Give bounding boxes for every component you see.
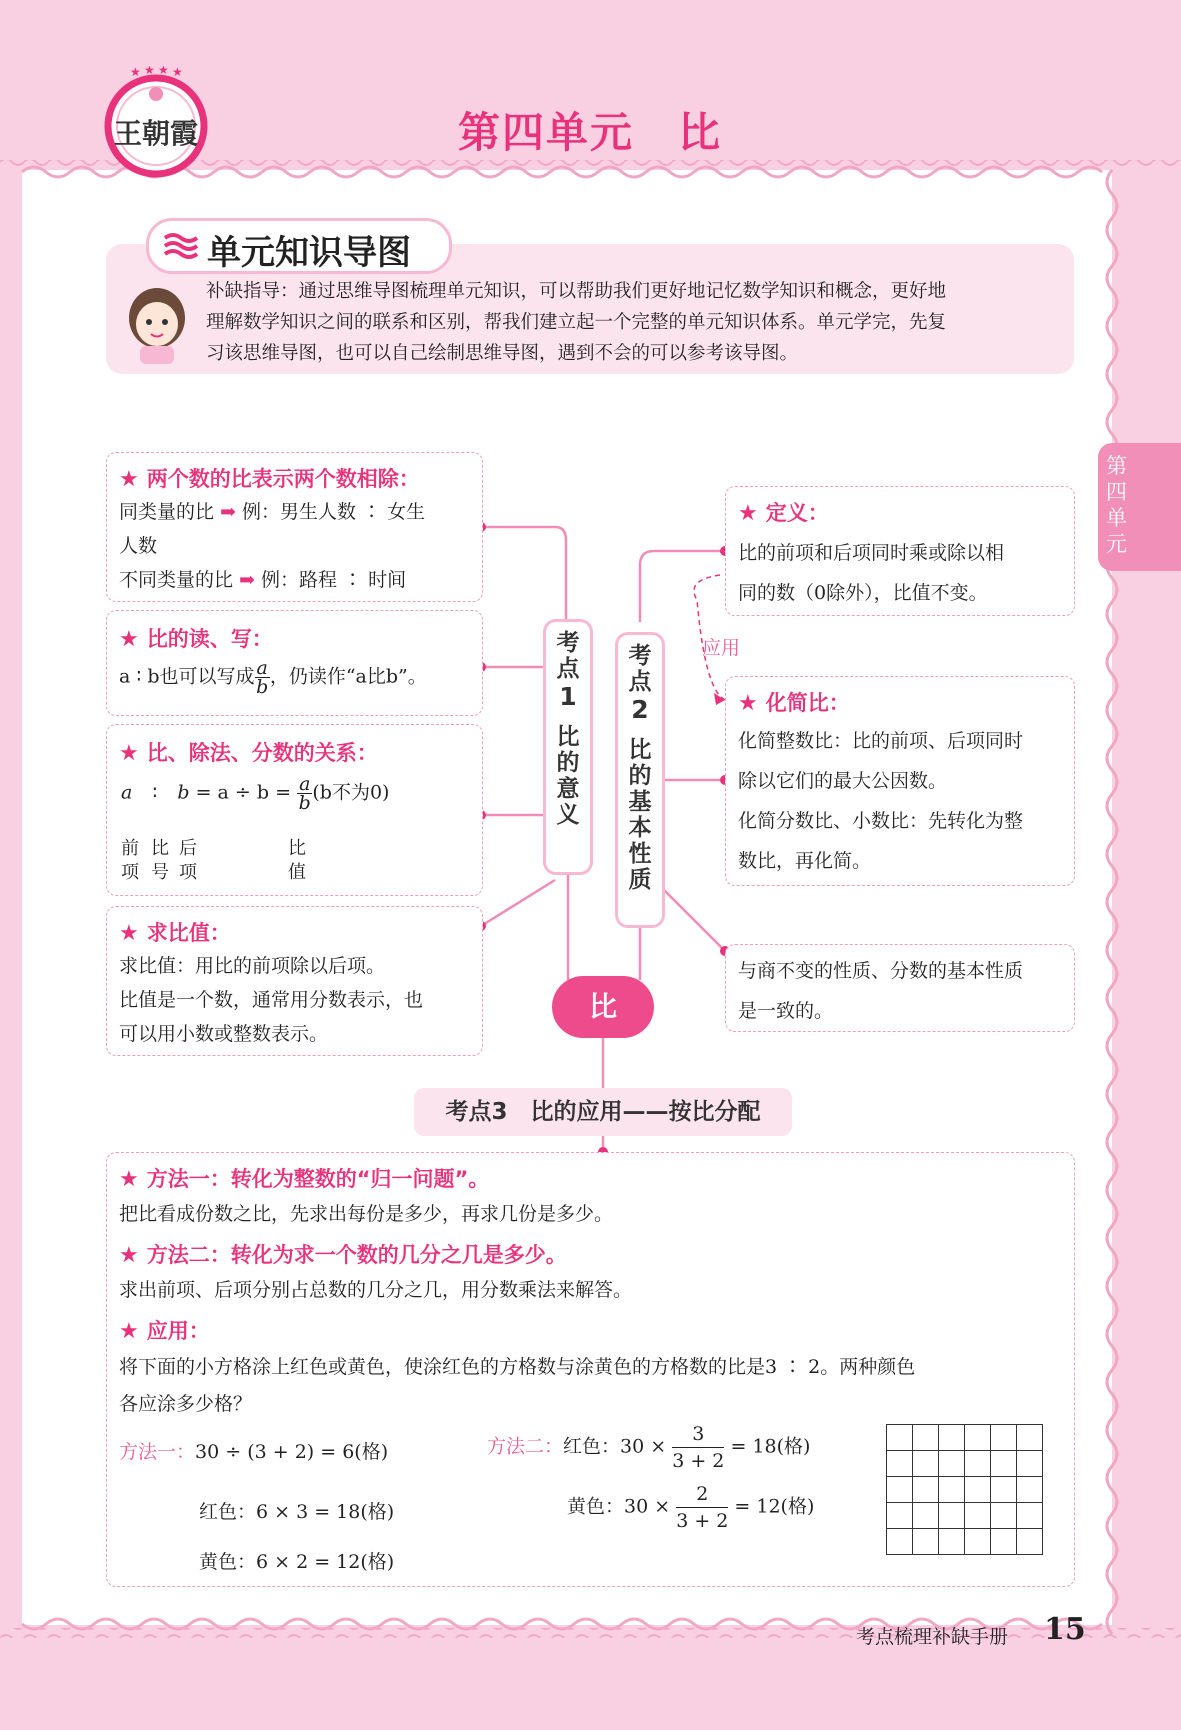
grid-cell[interactable] bbox=[939, 1529, 965, 1555]
grid-cell[interactable] bbox=[1017, 1503, 1043, 1529]
box-ratio-divide bbox=[106, 452, 483, 602]
box-relation bbox=[106, 724, 483, 896]
grid-cell[interactable] bbox=[991, 1451, 1017, 1477]
grid-cell[interactable] bbox=[1017, 1425, 1043, 1451]
numerator: 3 bbox=[672, 1421, 724, 1448]
method2-title: 方法二：转化为求一个数的几分之几是多少。 bbox=[146, 1243, 567, 1267]
topic3-label: 考点3 比的应用——按比分配 bbox=[414, 1088, 792, 1136]
star-icon: ★ bbox=[738, 501, 758, 526]
box-text: 例：男生人数 ∶ 女生 bbox=[242, 501, 426, 523]
text-segment: ∶ bbox=[152, 781, 158, 804]
label-char: 后 bbox=[179, 838, 197, 859]
problem-text: 各应涂多少格？ bbox=[119, 1393, 253, 1415]
box-consistent bbox=[725, 944, 1075, 1032]
box-text: 同类量的比 bbox=[119, 501, 215, 523]
grid-cell[interactable] bbox=[913, 1451, 939, 1477]
arrow-right-icon: ➡ bbox=[239, 569, 255, 591]
text-segment: = a ÷ b = bbox=[195, 781, 292, 804]
grid-cell[interactable] bbox=[887, 1477, 913, 1503]
box-simplify bbox=[725, 676, 1075, 886]
fraction bbox=[676, 1481, 728, 1534]
box-title: 化简比： bbox=[765, 691, 850, 715]
grid-cell[interactable] bbox=[965, 1425, 991, 1451]
star-icon: ★ bbox=[119, 627, 139, 652]
text-segment: b bbox=[177, 781, 190, 804]
denominator: 3 + 2 bbox=[676, 1510, 729, 1532]
denominator: b bbox=[256, 676, 269, 698]
solution-text: = 12(格) bbox=[734, 1495, 815, 1518]
star-icon: ★ bbox=[119, 741, 139, 766]
box-text: 除以它们的最大公因数。 bbox=[738, 770, 948, 792]
star-icon: ★ bbox=[119, 1167, 139, 1192]
solution-label: 方法二： bbox=[487, 1435, 564, 1458]
box-text: 例：路程 ∶ 时间 bbox=[261, 569, 407, 591]
box-read-write bbox=[106, 610, 483, 716]
denominator: b bbox=[298, 792, 311, 814]
solution-text: 黄色：30 × bbox=[567, 1495, 671, 1518]
topic-kd: 考点 bbox=[556, 630, 580, 682]
relation-formula bbox=[121, 775, 389, 812]
box-definition bbox=[725, 486, 1075, 616]
grid-cell[interactable] bbox=[887, 1529, 913, 1555]
star-icon: ★ bbox=[119, 1243, 139, 1268]
topic-num: 2 bbox=[631, 695, 649, 724]
star-icon: ★ bbox=[119, 1319, 139, 1344]
grid-cell[interactable] bbox=[991, 1477, 1017, 1503]
solution1-line: 黄色：6 × 2 = 12(格) bbox=[199, 1551, 395, 1573]
box-text: 与商不变的性质、分数的基本性质 bbox=[738, 960, 1024, 982]
box-title: 两个数的比表示两个数相除： bbox=[146, 467, 420, 491]
svg-text:★: ★ bbox=[144, 66, 155, 77]
text-segment: (b不为0) bbox=[312, 781, 390, 804]
star-icon: ★ bbox=[119, 921, 139, 946]
guide-label: 补缺指导： bbox=[206, 281, 299, 302]
star-icon: ★ bbox=[738, 691, 758, 716]
numerator: 2 bbox=[676, 1481, 728, 1508]
box-text: 是一致的。 bbox=[738, 1000, 834, 1022]
numerator: a bbox=[299, 773, 311, 795]
box-text: 求比值：用比的前项除以后项。 bbox=[119, 955, 386, 977]
denominator: 3 + 2 bbox=[672, 1450, 725, 1472]
grid-cell[interactable] bbox=[965, 1529, 991, 1555]
solution1-line: 红色：6 × 3 = 18(格) bbox=[199, 1501, 395, 1523]
numerator: a bbox=[256, 657, 268, 679]
page-number: 15 bbox=[1044, 1612, 1086, 1647]
label-char: 项 bbox=[179, 862, 197, 883]
box-text: 同的数（0除外），比值不变。 bbox=[738, 582, 988, 604]
box-text bbox=[119, 659, 479, 696]
grid-cell[interactable] bbox=[991, 1425, 1017, 1451]
solution-text: 30 ÷ (3 + 2) = 6(格) bbox=[195, 1441, 389, 1463]
box-text: 数比，再化简。 bbox=[738, 850, 872, 872]
box-text: 人数 bbox=[119, 535, 158, 557]
grid-cell[interactable] bbox=[965, 1503, 991, 1529]
grid-cell[interactable] bbox=[1017, 1477, 1043, 1503]
center-node: 比 bbox=[552, 976, 654, 1038]
topic-name: 比的意义 bbox=[556, 724, 580, 828]
grid-cell[interactable] bbox=[913, 1503, 939, 1529]
solution2-red bbox=[487, 1421, 810, 1474]
grid-cell[interactable] bbox=[913, 1477, 939, 1503]
grid-cell[interactable] bbox=[939, 1477, 965, 1503]
topic-name: 比的基本性质 bbox=[628, 737, 652, 893]
fraction bbox=[297, 775, 312, 812]
grid-cell[interactable] bbox=[939, 1425, 965, 1451]
text-segment: ，仍读作“a比b”。 bbox=[269, 665, 427, 688]
box-text: 化简整数比：比的前项、后项同时 bbox=[738, 730, 1024, 752]
grid-cell[interactable] bbox=[939, 1451, 965, 1477]
topic1-label bbox=[546, 622, 590, 872]
arrow-right-icon: ➡ bbox=[220, 501, 236, 523]
grid-cell[interactable] bbox=[965, 1477, 991, 1503]
square-grid bbox=[886, 1424, 1043, 1555]
guide-line: 通过思维导图梳理单元知识，可以帮助我们更好地记忆数学知识和概念，更好地 bbox=[298, 281, 947, 302]
solution1-line bbox=[119, 1435, 388, 1469]
grid-cell[interactable] bbox=[1017, 1529, 1043, 1555]
label-char: 比 bbox=[151, 838, 169, 859]
footer-book: 考点梳理补缺手册 bbox=[856, 1626, 1009, 1648]
box-title: 比的读、写： bbox=[146, 627, 273, 651]
grid-cell[interactable] bbox=[887, 1451, 913, 1477]
guide-line: 理解数学知识之间的联系和区别，帮我们建立起一个完整的单元知识体系。单元学完，先复 bbox=[206, 312, 947, 333]
section-title: 单元知识导图 bbox=[207, 233, 411, 273]
grid-cell[interactable] bbox=[965, 1451, 991, 1477]
solution2-yellow bbox=[567, 1481, 814, 1534]
label-char: 比 bbox=[288, 838, 306, 859]
grid-cell[interactable] bbox=[887, 1503, 913, 1529]
box-text: 可以用小数或整数表示。 bbox=[119, 1023, 329, 1045]
label-char: 项 bbox=[121, 862, 139, 883]
box-ratio-value bbox=[106, 906, 483, 1056]
svg-text:★: ★ bbox=[130, 66, 141, 79]
method2-text: 求出前项、后项分别占总数的几分之几，用分数乘法来解答。 bbox=[119, 1279, 633, 1301]
solution-label: 方法一： bbox=[119, 1441, 196, 1463]
grid-cell[interactable] bbox=[913, 1529, 939, 1555]
topic-kd: 考点 bbox=[628, 643, 652, 695]
grid-cell[interactable] bbox=[939, 1503, 965, 1529]
fraction bbox=[255, 659, 270, 696]
box-title: 定义： bbox=[765, 501, 829, 525]
solution-text: = 18(格) bbox=[730, 1435, 811, 1458]
guide-line: 习该思维导图，也可以自己绘制思维导图，遇到不会的可以参考该导图。 bbox=[206, 343, 799, 364]
method1-text: 把比看成份数之比，先求出每份是多少，再求几份是多少。 bbox=[119, 1203, 614, 1225]
label-char: 值 bbox=[288, 862, 306, 883]
logo-text: 王朝霞 bbox=[114, 117, 199, 150]
text-segment: a ∶ b也可以写成 bbox=[119, 665, 255, 688]
side-tab-label: 第四单元 bbox=[1106, 454, 1127, 556]
star-icon: ★ bbox=[119, 467, 139, 492]
label-char: 号 bbox=[151, 862, 169, 883]
solution-text: 红色：30 × bbox=[563, 1435, 667, 1458]
topic2-label bbox=[618, 635, 662, 925]
text-segment: a bbox=[121, 781, 133, 804]
grid-cell[interactable] bbox=[991, 1529, 1017, 1555]
grid-cell[interactable] bbox=[1017, 1451, 1043, 1477]
fraction bbox=[672, 1421, 724, 1474]
box-text: 化简分数比、小数比：先转化为整 bbox=[738, 810, 1024, 832]
svg-text:★: ★ bbox=[158, 66, 169, 77]
problem-text: 将下面的小方格涂上红色或黄色，使涂红色的方格数与涂黄色的方格数的比是3 ∶ 2。两种颜色 bbox=[119, 1356, 916, 1378]
grid-cell[interactable] bbox=[887, 1425, 913, 1451]
svg-text:★: ★ bbox=[172, 66, 183, 79]
method1-title: 方法一：转化为整数的“归一问题”。 bbox=[146, 1167, 490, 1191]
apply-label: 应用 bbox=[702, 637, 741, 659]
page-title: 第四单元 比 bbox=[457, 108, 722, 157]
box-text: 比值是一个数，通常用分数表示，也 bbox=[119, 989, 424, 1011]
topic-num: 1 bbox=[559, 682, 577, 711]
app-title: 应用： bbox=[146, 1319, 210, 1343]
box-text: 不同类量的比 bbox=[119, 569, 234, 591]
grid-cell[interactable] bbox=[991, 1503, 1017, 1529]
box-title: 比、除法、分数的关系： bbox=[146, 741, 378, 765]
grid-cell[interactable] bbox=[913, 1425, 939, 1451]
box-title: 求比值： bbox=[146, 921, 231, 945]
label-char: 前 bbox=[121, 838, 139, 859]
box-text: 比的前项和后项同时乘或除以相 bbox=[738, 542, 1005, 564]
